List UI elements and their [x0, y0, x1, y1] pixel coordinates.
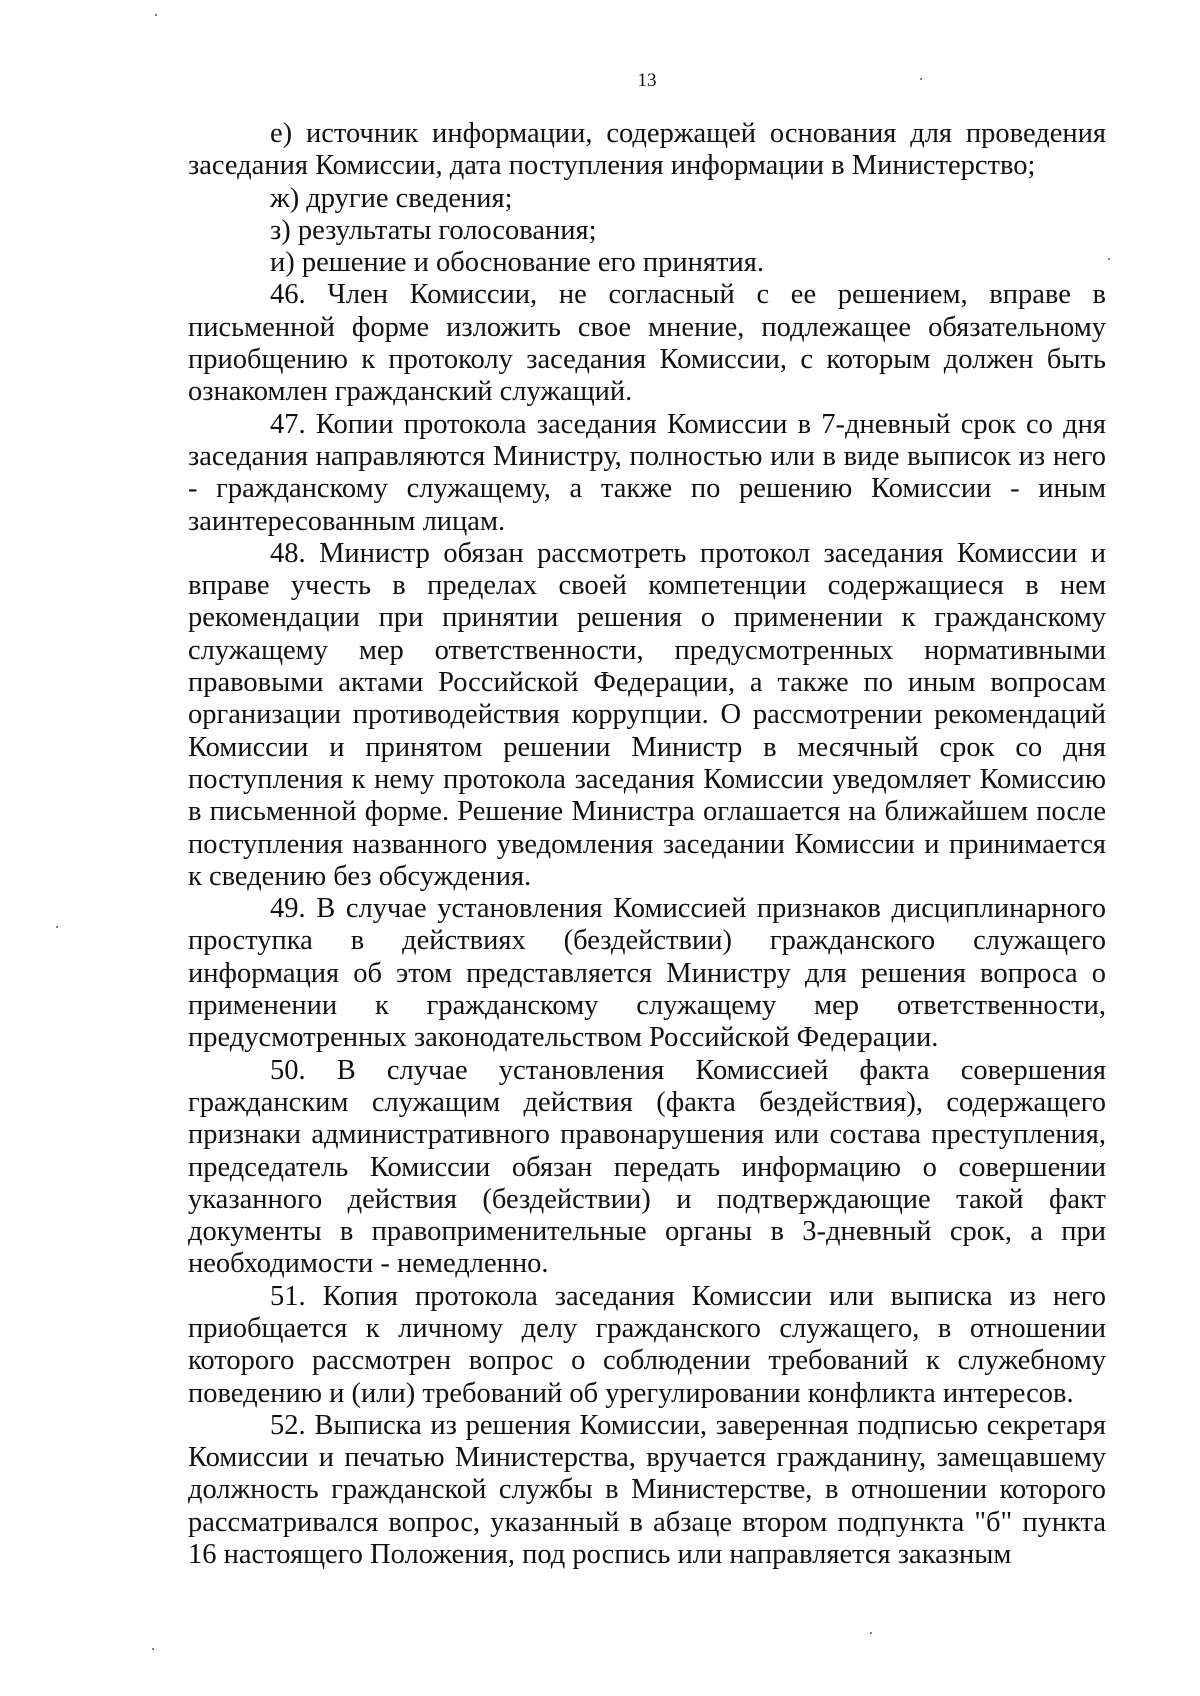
clause-48: 48. Министр обязан рассмотреть протокол заседания Комиссии и вправе учесть в пределах своей компетенции содержащиеся в нем рекомендации при принятии решения о применении к гражданскому служащему мер ответственности, предусмотренных нормативными правовыми актами Российской Федерации, а также по иным вопросам организации противодействия коррупции. О рассмотрении рекомендаций Комиссии и принятом решении Министр в месячный срок со дня поступления к нему протокола заседания Комиссии уведомляет Комиссию в письменной форме. Решение Министра оглашается на ближайшем после поступления названного уведомления заседании Комиссии и принимается к сведению без обсуждения. — [188, 537, 1106, 892]
clause-49: 49. В случае установления Комиссией признаков дисциплинарного проступка в действиях (бездействии) гражданского служащего информация об этом представляется Министру для решения вопроса о применении к гражданскому служащему мер ответственности, предусмотренных законодательством Российской Федерации. — [188, 893, 1106, 1054]
scan-speck — [870, 1632, 872, 1634]
subitem-e: е) источник информации, содержащей основания для проведения заседания Комиссии, дата поступления информации в Министерство; — [188, 118, 1106, 182]
scan-speck — [152, 1648, 154, 1650]
subitem-z: з) результаты голосования; — [270, 214, 597, 246]
clause-52: 52. Выписка из решения Комиссии, заверенная подписью секретаря Комиссии и печатью Министерства, вручается гражданину, замещавшему должность гражданской службы в Министерстве, в отношении которого рассматривался вопрос, указанный в абзаце втором подпункта "б" пункта 16 настоящего Положения, под роспись или направляется заказным — [188, 1409, 1106, 1571]
clause-50: 50. В случае установления Комиссией факта совершения гражданским служащим действия (факта бездействия), содержащего признаки административного правонарушения или состава преступления, председатель Комиссии обязан передать информацию о совершении указанного действия (бездействии) и подтверждающие такой факт документы в правоприменительные органы в 3-дневный срок, а при необходимости - немедленно. — [188, 1054, 1106, 1280]
document-body — [188, 118, 1106, 1571]
scan-speck — [155, 14, 157, 16]
page-number: 13 — [637, 70, 657, 91]
scan-speck — [920, 78, 922, 80]
subitem-zh: ж) другие сведения; — [270, 182, 513, 214]
document-page — [188, 0, 1106, 1696]
clause-51: 51. Копия протокола заседания Комиссии или выписка из него приобщается к личному делу гражданского служащего, в отношении которого рассмотрен вопрос о соблюдении требований к служебному поведению и (или) требований об урегулировании конфликта интересов. — [188, 1280, 1106, 1409]
clause-47: 47. Копии протокола заседания Комиссии в 7-дневный срок со дня заседания направляются Министру, полностью или в виде выписок из него - гражданскому служащему, а также по решению Комиссии - иным заинтересованным лицам. — [188, 408, 1106, 537]
subitem-i: и) решение и обоснование его принятия. — [270, 247, 764, 279]
scan-speck — [56, 926, 58, 928]
clause-46: 46. Член Комиссии, не согласный с ее решением, вправе в письменной форме изложить свое мнение, подлежащее обязательному приобщению к протоколу заседания Комиссии, с которым должен быть ознакомлен гражданский служащий. — [188, 279, 1106, 408]
scan-speck — [1108, 258, 1110, 260]
